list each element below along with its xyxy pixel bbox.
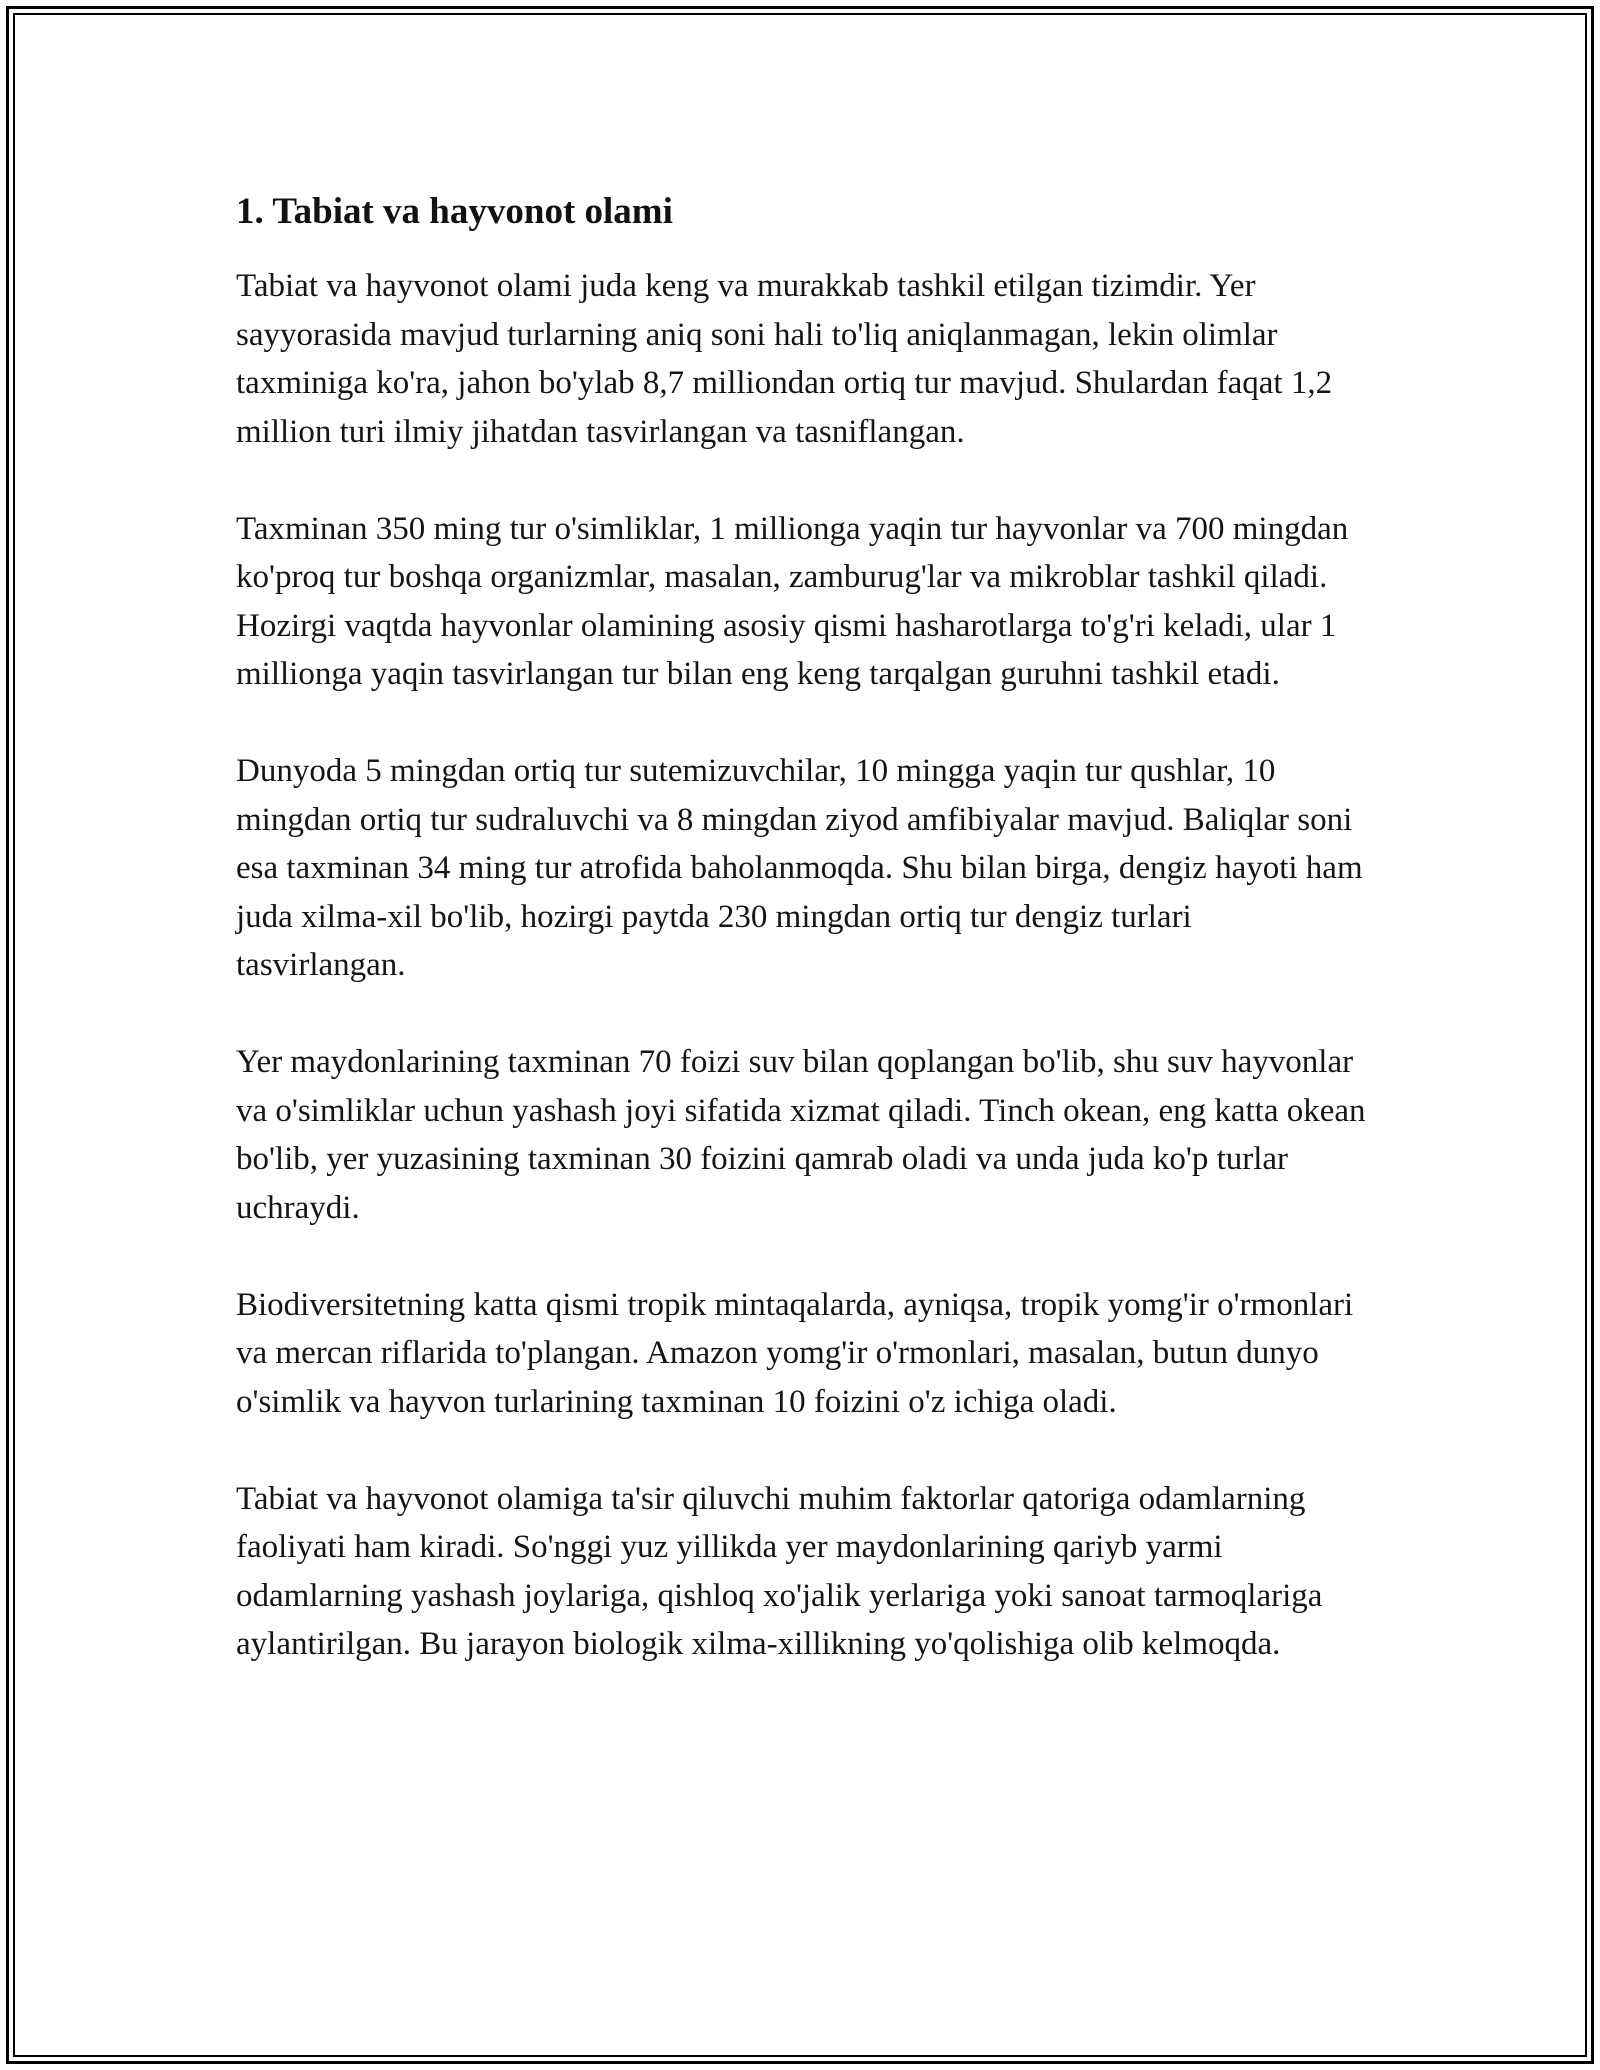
paragraph-plants-animals: Taxminan 350 ming tur o'simliklar, 1 millionga yaqin tur hayvonlar va 700 mingdan ko'proq tur boshqa organizmlar, masalan, zamburug'lar va mikroblar tashkil qiladi. Hozirgi vaqtda hayvonlar olamining asosiy qismi hasharotlarga to'g'ri keladi, ular 1 millionga yaqin tasvirlangan tur bilan eng keng tarqalgan guruhni tashkil etadi.	[236, 510, 1349, 692]
document-body	[236, 188, 1366, 1717]
section-heading: 1. Tabiat va hayvonot olami	[236, 191, 673, 232]
paragraph-biodiversity: Biodiversitetning katta qismi tropik mintaqalarda, ayniqsa, tropik yomg'ir o'rmonlari va mercan riflarida to'plangan. Amazon yomg'ir o'rmonlari, masalan, butun dunyo o'simlik va hayvon turlarining taxminan 10 foizini o'z ichiga oladi.	[236, 1286, 1354, 1420]
paragraph-human-impact: Tabiat va hayvonot olamiga ta'sir qiluvchi muhim faktorlar qatoriga odamlarning faoliyati ham kiradi. So'nggi yuz yillikda yer maydonlarining qariyb yarmi odamlarning yashash joylariga, qishloq xo'jalik yerlariga yoki sanoat tarmoqlariga aylantirilgan. Bu jarayon biologik xilma-xillikning yo'qolishiga olib kelmoqda.	[236, 1480, 1323, 1662]
paragraph-species-count: Tabiat va hayvonot olami juda keng va murakkab tashkil etilgan tizimdir. Yer sayyorasida mavjud turlarning aniq soni hali to'liq aniqlanmagan, lekin olimlar taxminiga ko'ra, jahon bo'ylab 8,7 milliondan ortiq tur mavjud. Shulardan faqat 1,2 million turi ilmiy jihatdan tasvirlangan va tasniflangan.	[236, 268, 1333, 450]
paragraph-oceans: Yer maydonlarining taxminan 70 foizi suv bilan qoplangan bo'lib, shu suv hayvonlar va o'simliklar uchun yashash joyi sifatida xizmat qiladi. Tinch okean, eng katta okean bo'lib, yer yuzasining taxminan 30 foizini qamrab oladi va unda juda ko'p turlar uchraydi.	[236, 1044, 1366, 1226]
paragraph-vertebrates: Dunyoda 5 mingdan ortiq tur sutemizuvchilar, 10 mingga yaqin tur qushlar, 10 mingdan ortiq tur sudraluvchi va 8 mingdan ziyod amfibiyalar mavjud. Baliqlar soni esa taxminan 34 ming tur atrofida baholanmoqda. Shu bilan birga, dengiz hayoti ham juda xilma-xil bo'lib, hozirgi paytda 230 mingdan ortiq tur dengiz turlari tasvirlangan.	[236, 753, 1363, 983]
